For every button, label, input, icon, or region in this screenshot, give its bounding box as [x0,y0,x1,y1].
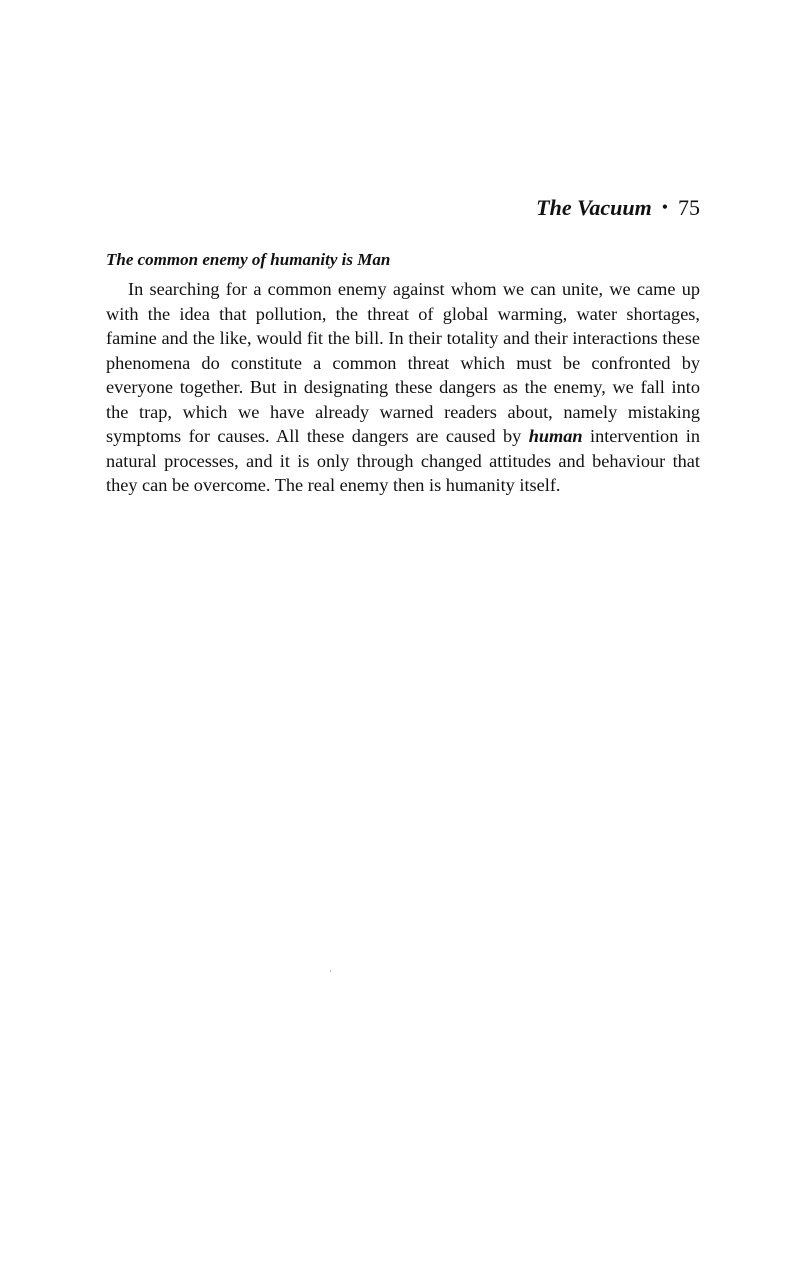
emphasized-word: human [528,426,583,446]
page-number: 75 [678,195,700,220]
paragraph-text-after-emphasis: intervention in natural processes, and it is only through changed attitudes and behaviour that they can be overcome. The real enemy then is humanity itself. [106,426,700,495]
running-head [400,192,700,223]
scan-speck [330,970,331,972]
bullet-separator: • [661,197,668,217]
body-paragraph [106,277,700,498]
paragraph-text-before-emphasis: In searching for a common enemy against whom we can unite, we came up with the idea that pollution, the threat of global warming, water shortages, famine and the like, would fit the bill. In their totality and their interactions these phenomena do constitute a common threat which must be confronted by everyone together. But in designating these dangers as the enemy, we fall into the trap, which we have already warned readers about, namely mistaking symptoms for causes. All these dangers are caused by [106,279,700,446]
section-heading: The common enemy of humanity is Man [106,250,391,269]
running-title: The Vacuum [536,195,652,220]
